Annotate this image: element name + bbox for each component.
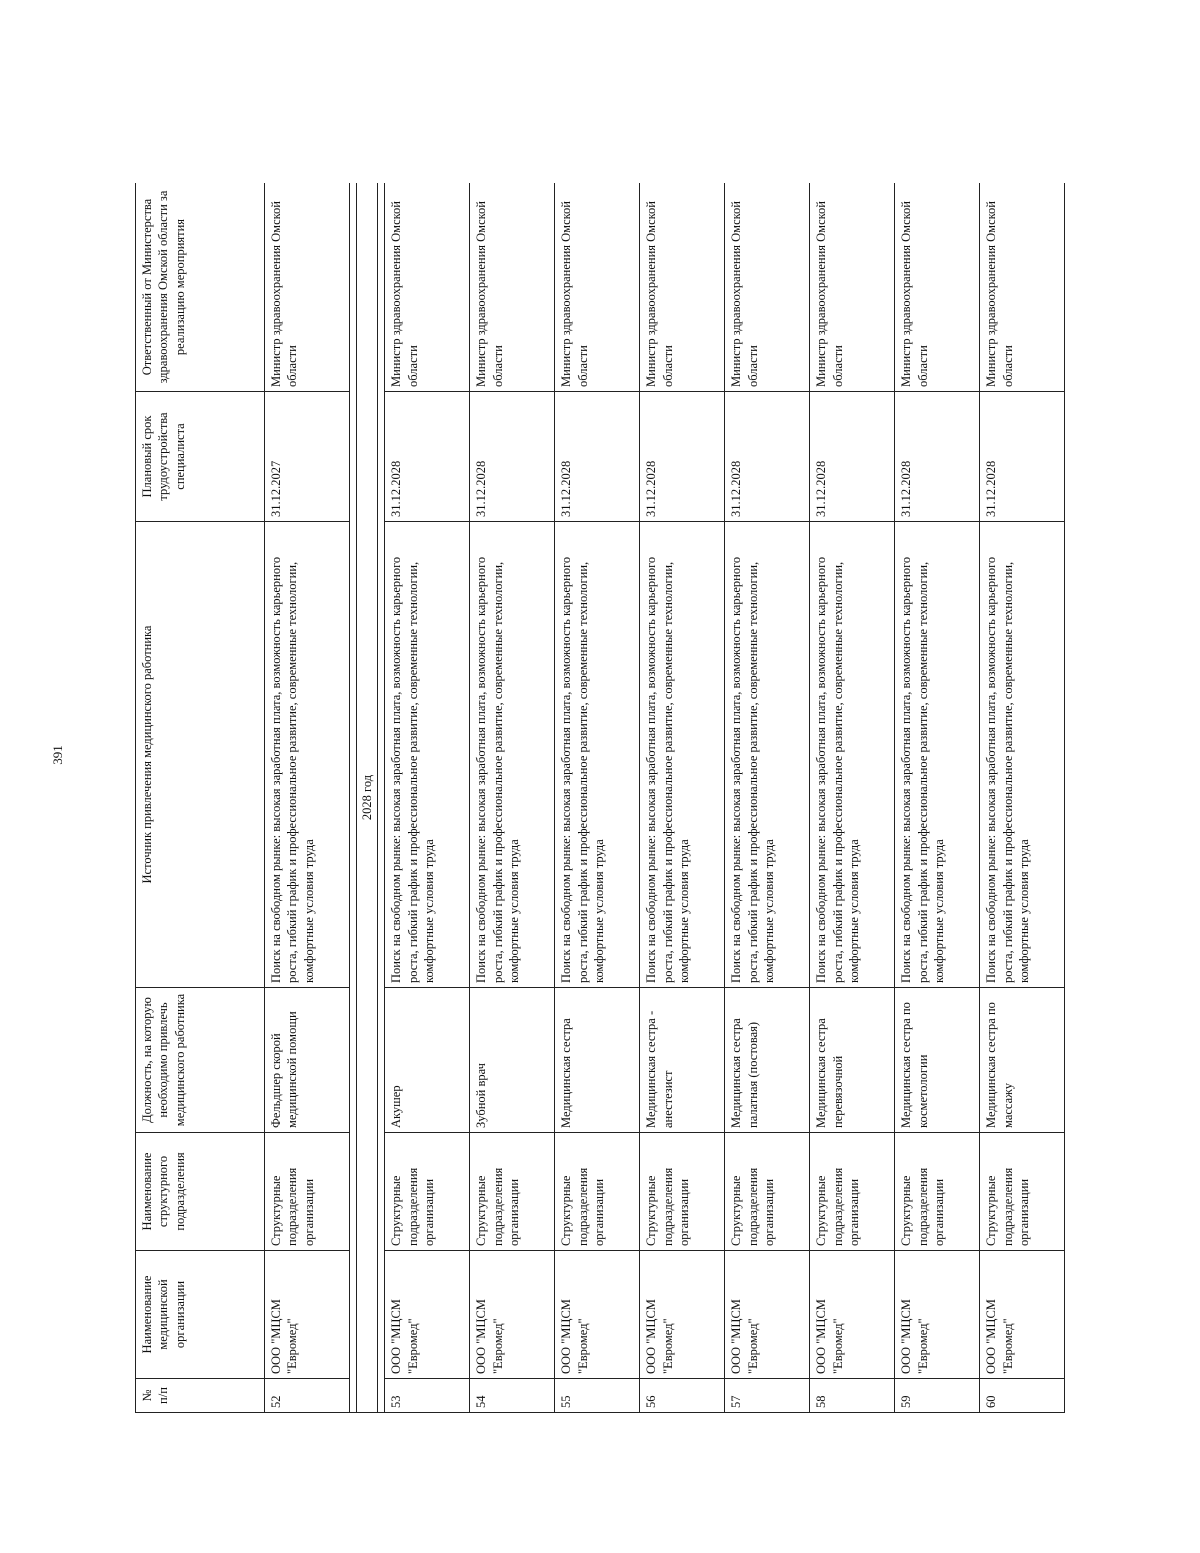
cell-position: Медицинская сестра по косметологии: [895, 988, 980, 1133]
cell-num: 57: [725, 1379, 810, 1413]
cell-date: 31.12.2027: [265, 392, 350, 522]
cell-source: Поиск на свободном рынке: высокая заработная плата, возможность карьерного роста, гибкий график и профессиональное развитие, современные технологии, комфортные условия труда: [265, 522, 350, 988]
cell-num: 60: [980, 1379, 1065, 1413]
cell-date: 31.12.2028: [555, 392, 640, 522]
header-position: Должность, на которую необходимо привлечь медицинского работника: [136, 988, 265, 1133]
cell-org: ООО "МЦСМ "Евромед": [895, 1251, 980, 1379]
cell-unit: Структурные подразделения организации: [385, 1133, 470, 1251]
cell-position: Медицинская сестра по массажу: [980, 988, 1065, 1133]
header-source: Источник привлечения медицинского работника: [136, 522, 265, 988]
cell-unit: Структурные подразделения организации: [895, 1133, 980, 1251]
header-org: Наименование медицинской организации: [136, 1251, 265, 1379]
cell-org: ООО "МЦСМ "Евромед": [470, 1251, 555, 1379]
header-responsible: Ответственный от Министерства здравоохранения Омской области за реализацию мероприятия: [136, 183, 265, 392]
cell-source: Поиск на свободном рынке: высокая заработная плата, возможность карьерного роста, гибкий график и профессиональное развитие, современные технологии, комфортные условия труда: [895, 522, 980, 988]
staffing-table: [135, 183, 1065, 1413]
cell-responsible: Министр здравоохранения Омской области: [265, 183, 350, 392]
cell-responsible: Министр здравоохранения Омской области: [640, 183, 725, 392]
cell-org: ООО "МЦСМ "Евромед": [385, 1251, 470, 1379]
cell-org: ООО "МЦСМ "Евромед": [640, 1251, 725, 1379]
cell-date: 31.12.2028: [980, 392, 1065, 522]
table-header: [136, 183, 265, 1413]
cell-position: Медицинская сестра палатная (постовая): [725, 988, 810, 1133]
cell-source: Поиск на свободном рынке: высокая заработная плата, возможность карьерного роста, гибкий график и профессиональное развитие, современные технологии, комфортные условия труда: [385, 522, 470, 988]
table-row: [895, 183, 980, 1413]
cell-num: 59: [895, 1379, 980, 1413]
table-row: [725, 183, 810, 1413]
cell-unit: Структурные подразделения организации: [810, 1133, 895, 1251]
cell-org: ООО "МЦСМ "Евромед": [980, 1251, 1065, 1379]
cell-unit: Структурные подразделения организации: [265, 1133, 350, 1251]
header-unit: Наименование структурного подразделения: [136, 1133, 265, 1251]
cell-unit: Структурные подразделения организации: [555, 1133, 640, 1251]
cell-position: Медицинская сестра: [555, 988, 640, 1133]
year-label: 2028 год: [357, 183, 378, 1413]
cell-position: Фельдшер скорой медицинской помощи: [265, 988, 350, 1133]
cell-responsible: Министр здравоохранения Омской области: [385, 183, 470, 392]
cell-responsible: Министр здравоохранения Омской области: [980, 183, 1065, 392]
header-num: № п/п: [136, 1379, 265, 1413]
cell-source: Поиск на свободном рынке: высокая заработная плата, возможность карьерного роста, гибкий график и профессиональное развитие, современные технологии, комфортные условия труда: [640, 522, 725, 988]
gap-cell: [378, 183, 385, 1413]
cell-unit: Структурные подразделения организации: [725, 1133, 810, 1251]
year-row: [357, 183, 378, 1413]
page-number-text: 391: [50, 745, 65, 765]
cell-num: 56: [640, 1379, 725, 1413]
cell-date: 31.12.2028: [810, 392, 895, 522]
cell-responsible: Министр здравоохранения Омской области: [895, 183, 980, 392]
cell-num: 54: [470, 1379, 555, 1413]
table-viewport: [135, 183, 1073, 1413]
cell-org: ООО "МЦСМ "Евромед": [725, 1251, 810, 1379]
cell-source: Поиск на свободном рынке: высокая заработная плата, возможность карьерного роста, гибкий график и профессиональное развитие, современные технологии, комфортные условия труда: [470, 522, 555, 988]
cell-unit: Структурные подразделения организации: [640, 1133, 725, 1251]
cell-responsible: Министр здравоохранения Омской области: [725, 183, 810, 392]
cell-unit: Структурные подразделения организации: [470, 1133, 555, 1251]
cell-org: ООО "МЦСМ "Евромед": [265, 1251, 350, 1379]
cell-date: 31.12.2028: [725, 392, 810, 522]
cell-position: Зубной врач: [470, 988, 555, 1133]
cell-responsible: Министр здравоохранения Омской области: [555, 183, 640, 392]
gap-cell: [350, 183, 357, 1413]
cell-date: 31.12.2028: [385, 392, 470, 522]
cell-responsible: Министр здравоохранения Омской области: [810, 183, 895, 392]
cell-num: 58: [810, 1379, 895, 1413]
table-row: [470, 183, 555, 1413]
cell-num: 55: [555, 1379, 640, 1413]
cell-source: Поиск на свободном рынке: высокая заработная плата, возможность карьерного роста, гибкий график и профессиональное развитие, современные технологии, комфортные условия труда: [980, 522, 1065, 988]
cell-position: Акушер: [385, 988, 470, 1133]
table-row: [555, 183, 640, 1413]
cell-org: ООО "МЦСМ "Евромед": [810, 1251, 895, 1379]
cell-num: 53: [385, 1379, 470, 1413]
table-row: [640, 183, 725, 1413]
table-gap-row: [378, 183, 385, 1413]
cell-source: Поиск на свободном рынке: высокая заработная плата, возможность карьерного роста, гибкий график и профессиональное развитие, современные технологии, комфортные условия труда: [810, 522, 895, 988]
table-row: [810, 183, 895, 1413]
table-row: [385, 183, 470, 1413]
cell-date: 31.12.2028: [895, 392, 980, 522]
table-gap-row: [350, 183, 357, 1413]
cell-num: 52: [265, 1379, 350, 1413]
cell-position: Медицинская сестра перевязочной: [810, 988, 895, 1133]
cell-unit: Структурные подразделения организации: [980, 1133, 1065, 1251]
cell-position: Медицинская сестра - анестезист: [640, 988, 725, 1133]
cell-responsible: Министр здравоохранения Омской области: [470, 183, 555, 392]
cell-org: ООО "МЦСМ "Евромед": [555, 1251, 640, 1379]
table-row: [980, 183, 1065, 1413]
cell-date: 31.12.2028: [470, 392, 555, 522]
page-number: [48, 735, 68, 775]
cell-source: Поиск на свободном рынке: высокая заработная плата, возможность карьерного роста, гибкий график и профессиональное развитие, современные технологии, комфортные условия труда: [555, 522, 640, 988]
table-row: [265, 183, 350, 1413]
cell-date: 31.12.2028: [640, 392, 725, 522]
rotated-table-container: [135, 183, 1073, 1413]
cell-source: Поиск на свободном рынке: высокая заработная плата, возможность карьерного роста, гибкий график и профессиональное развитие, современные технологии, комфортные условия труда: [725, 522, 810, 988]
header-date: Плановый срок трудоустройства специалиста: [136, 392, 265, 522]
